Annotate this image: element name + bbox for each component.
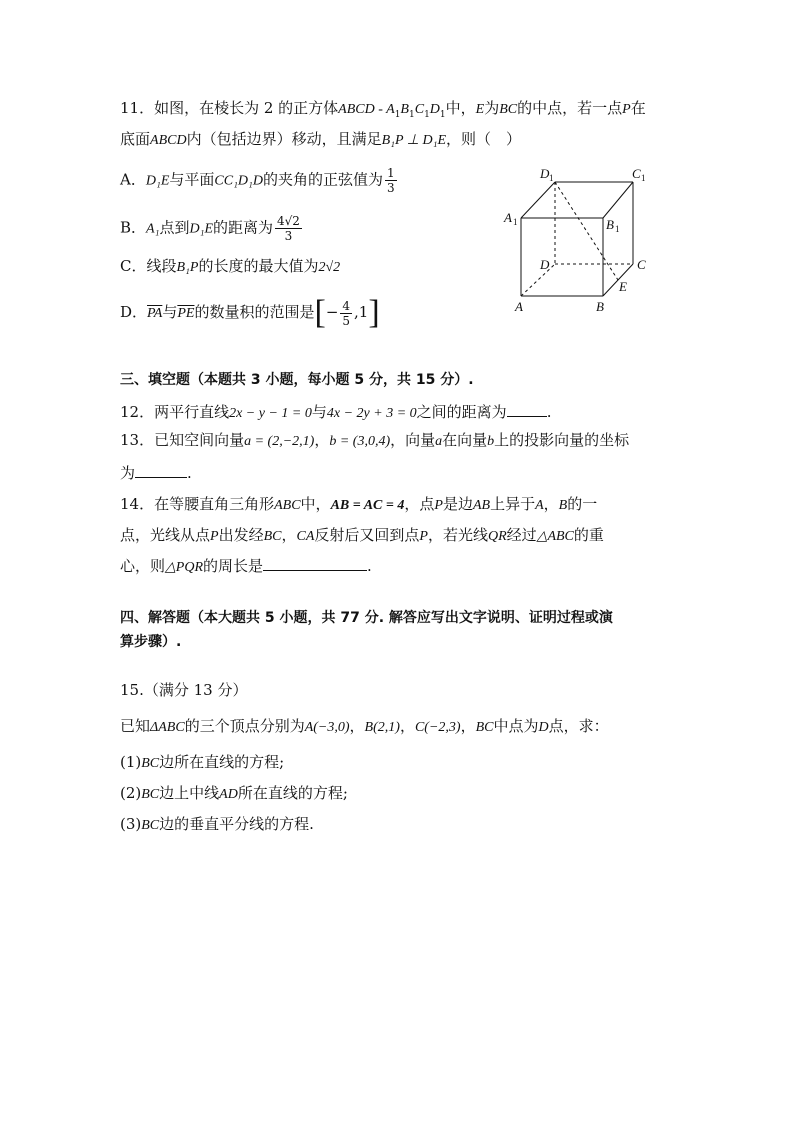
- q11-option-c: [120, 256, 340, 278]
- q14-text: ，若光线: [427, 526, 488, 544]
- vector-a: a: [435, 434, 443, 449]
- q12: [120, 402, 551, 424]
- q11-cube-c: C: [414, 102, 425, 117]
- q11-e: E: [475, 102, 485, 117]
- section3-heading: 三、填空题（本题共 3 小题，每小题 5 分，共 15 分）.: [120, 372, 474, 388]
- option-label: C．线段: [120, 257, 177, 275]
- label-a1: A: [504, 210, 512, 225]
- q14-line2: [120, 525, 604, 547]
- sub: 1: [394, 110, 401, 120]
- q13-line1: [120, 430, 629, 452]
- q11-cube-d: D: [429, 102, 440, 117]
- q11-option-d: [120, 296, 380, 330]
- math: P: [210, 529, 219, 544]
- vector-b: b: [487, 434, 495, 449]
- q13-text: 上的投影向量的坐标: [494, 431, 630, 449]
- point-a: A(−3,0): [304, 720, 350, 735]
- numerator: 1: [387, 166, 395, 180]
- vector-pa: $\overline{PA}$: [147, 306, 163, 321]
- q13-text: 在向量: [442, 431, 488, 449]
- q15-text: 中点为: [493, 717, 539, 735]
- q14-text: 反射后又回到点: [314, 526, 420, 544]
- q13-line2: [120, 463, 192, 483]
- math: AD: [219, 787, 238, 802]
- option-text: 与: [162, 303, 178, 321]
- point-b: B(2,1): [364, 720, 400, 735]
- math: AB: [472, 498, 491, 513]
- sub: 1: [408, 110, 415, 120]
- math: B: [558, 498, 568, 513]
- math: BC: [141, 787, 160, 802]
- q12-line2: 4x − 2y + 3 = 0: [326, 406, 417, 421]
- option-label: D．: [120, 303, 148, 321]
- subquestion-text: 边所在直线的方程;: [159, 753, 285, 771]
- q14-text: ，: [543, 495, 559, 513]
- q11-cube-b: B: [400, 102, 409, 117]
- q12-text: 之间的距离为: [416, 403, 507, 421]
- q14-text: ，点: [404, 495, 435, 513]
- math: BC: [141, 818, 160, 833]
- q15-subquestion-3: [120, 814, 314, 836]
- math: AB = AC = 4: [330, 498, 405, 513]
- option-text: 的距离为: [213, 218, 274, 237]
- denominator: 5: [342, 313, 351, 328]
- math: D: [538, 720, 549, 735]
- math: △PQR: [165, 560, 203, 575]
- q15-subquestion-1: [120, 752, 284, 774]
- subquestion-number: (2): [120, 784, 142, 802]
- math: BC: [141, 756, 160, 771]
- label-a: A: [515, 299, 523, 314]
- math: 2√2: [318, 260, 341, 275]
- q13-text: .: [187, 464, 192, 482]
- q14-text: 上异于: [490, 495, 536, 513]
- option-text: 的数量积的范围是: [194, 303, 315, 321]
- q14-text: 的周长是: [203, 557, 264, 575]
- q13-text: 为: [120, 464, 136, 482]
- q15-title: 15.（满分 13 分）: [120, 681, 248, 699]
- q14-text: 的一: [567, 495, 598, 513]
- subquestion-number: (1): [120, 753, 142, 771]
- q11-text: ，则（ ）: [446, 130, 522, 148]
- option-text: 与平面: [169, 170, 215, 189]
- right-bracket: ]: [368, 294, 380, 331]
- q13-text: 13．已知空间向量: [120, 431, 245, 449]
- denominator: 3: [387, 181, 395, 195]
- q11-line1: [120, 98, 646, 125]
- math: A: [535, 498, 544, 513]
- q14-text: .: [367, 557, 372, 575]
- cube-figure: [500, 160, 670, 320]
- q15-text: ，: [399, 717, 415, 735]
- sub: 1: [615, 224, 620, 234]
- fraction: [340, 299, 352, 328]
- sub: 1: [513, 217, 518, 227]
- q15-subquestion-2: [120, 783, 348, 805]
- point-c: C(−2,3): [414, 720, 461, 735]
- edge-bc: [603, 264, 633, 296]
- q11-text: 底面: [120, 130, 151, 148]
- answer-blank[interactable]: [507, 402, 547, 417]
- q12-text: 12．两平行直线: [120, 403, 230, 421]
- option-label: A．: [120, 170, 146, 189]
- math: A₁: [146, 221, 160, 237]
- vector-pe: $\overline{PE}$: [177, 306, 195, 321]
- option-text: 点到: [159, 218, 190, 237]
- interval-end: ,1: [354, 303, 369, 321]
- q14-text: 的重: [573, 526, 604, 544]
- edge-a1d1: [521, 182, 555, 218]
- q11-text: 中，: [445, 99, 476, 117]
- label-c: C: [637, 257, 646, 272]
- label-b1: B: [606, 217, 614, 232]
- subquestion-text: 所在直线的方程;: [237, 784, 348, 802]
- numerator: 4: [342, 298, 351, 313]
- vector-a: a = (2,−2,1): [244, 434, 315, 449]
- numerator: 4√2: [277, 214, 300, 228]
- math: P: [419, 529, 428, 544]
- q15-stem: [120, 716, 609, 738]
- math: D₁E: [189, 221, 213, 237]
- edge-ad: [521, 264, 555, 296]
- option-text: 的长度的最大值为: [198, 257, 319, 275]
- q13-text: ，向量: [390, 431, 436, 449]
- label-d1: D: [540, 166, 550, 181]
- q15-text: 点，求：: [548, 717, 609, 735]
- q14-text: 是边: [442, 495, 473, 513]
- subquestion-text: 边的垂直平分线的方程.: [159, 815, 314, 833]
- q11-option-b: [120, 214, 304, 243]
- q14-text: 出发经: [218, 526, 264, 544]
- label-c1: C: [632, 166, 641, 181]
- q11-p: P: [622, 102, 631, 117]
- option-text: 的夹角的正弦值为: [263, 170, 384, 189]
- q14-line1: [120, 494, 597, 516]
- option-label: B．: [120, 218, 147, 237]
- answer-blank[interactable]: [135, 463, 187, 478]
- subquestion-number: (3): [120, 815, 142, 833]
- q15-text: ，: [349, 717, 365, 735]
- left-bracket: [: [314, 294, 326, 331]
- label-b: B: [596, 299, 604, 314]
- sub: 1: [549, 173, 554, 183]
- label-d: D: [540, 257, 550, 272]
- q11-text: 的中点，若一点: [517, 99, 623, 117]
- q12-line1: 2x − y − 1 = 0: [229, 406, 312, 421]
- fraction: [275, 214, 302, 243]
- math: D₁E: [145, 173, 170, 189]
- sub: 1: [641, 173, 646, 183]
- q11-text: 为: [484, 99, 500, 117]
- math: △ABC: [536, 529, 574, 544]
- fraction: [385, 166, 397, 195]
- q14-text: 心，则: [120, 557, 166, 575]
- q14-text: 点，光线从点: [120, 526, 211, 544]
- edge-b1c1: [603, 182, 633, 218]
- q11-text: 11．如图，在棱长为 2 的正方体: [120, 99, 339, 117]
- q12-text: 与: [311, 403, 327, 421]
- math: BC: [475, 720, 494, 735]
- math: ΔABC: [150, 720, 185, 735]
- math: BC: [263, 529, 282, 544]
- q15-text: 的三个顶点分别为: [184, 717, 305, 735]
- q14-line3: [120, 556, 372, 578]
- q11-option-a: [120, 166, 399, 195]
- math: QR: [487, 529, 507, 544]
- q12-text: .: [546, 403, 552, 421]
- q11-cube-name: ABCD - A: [338, 102, 395, 117]
- subquestion-text: 边上中线: [159, 784, 220, 802]
- answer-blank[interactable]: [263, 556, 367, 571]
- math: B₁P: [176, 260, 199, 275]
- q11-abcd: ABCD: [150, 133, 187, 148]
- math: P: [434, 498, 443, 513]
- q14-text: ，: [281, 526, 297, 544]
- q11-text: 在: [630, 99, 646, 117]
- math: CC₁D₁D: [214, 173, 264, 189]
- section4-heading-line1: 四、解答题（本大题共 5 小题，共 77 分. 解答应写出文字说明、证明过程或演: [120, 610, 613, 626]
- section4-heading-line2: 算步骤）.: [120, 634, 182, 650]
- q11-text: 内（包括边界）移动，且满足: [186, 130, 382, 148]
- q13-text: ，: [314, 431, 330, 449]
- q15-text: ，: [460, 717, 476, 735]
- math: CA: [296, 529, 315, 544]
- math: ABC: [274, 498, 301, 513]
- q15-text: 已知: [120, 717, 151, 735]
- vector-b: b = (3,0,4): [329, 434, 391, 449]
- sub: 1: [439, 110, 446, 120]
- q11-condition: B₁P ⊥ D₁E: [381, 133, 447, 148]
- q14-text: 中，: [300, 495, 331, 513]
- q14-text: 经过: [506, 526, 537, 544]
- q14-text: 14．在等腰直角三角形: [120, 495, 275, 513]
- q11-line2: [120, 129, 521, 151]
- denominator: 3: [284, 229, 293, 243]
- label-e: E: [619, 279, 627, 294]
- sub: 1: [424, 110, 430, 120]
- minus-sign: −: [325, 303, 339, 321]
- q11-bc: BC: [499, 102, 518, 117]
